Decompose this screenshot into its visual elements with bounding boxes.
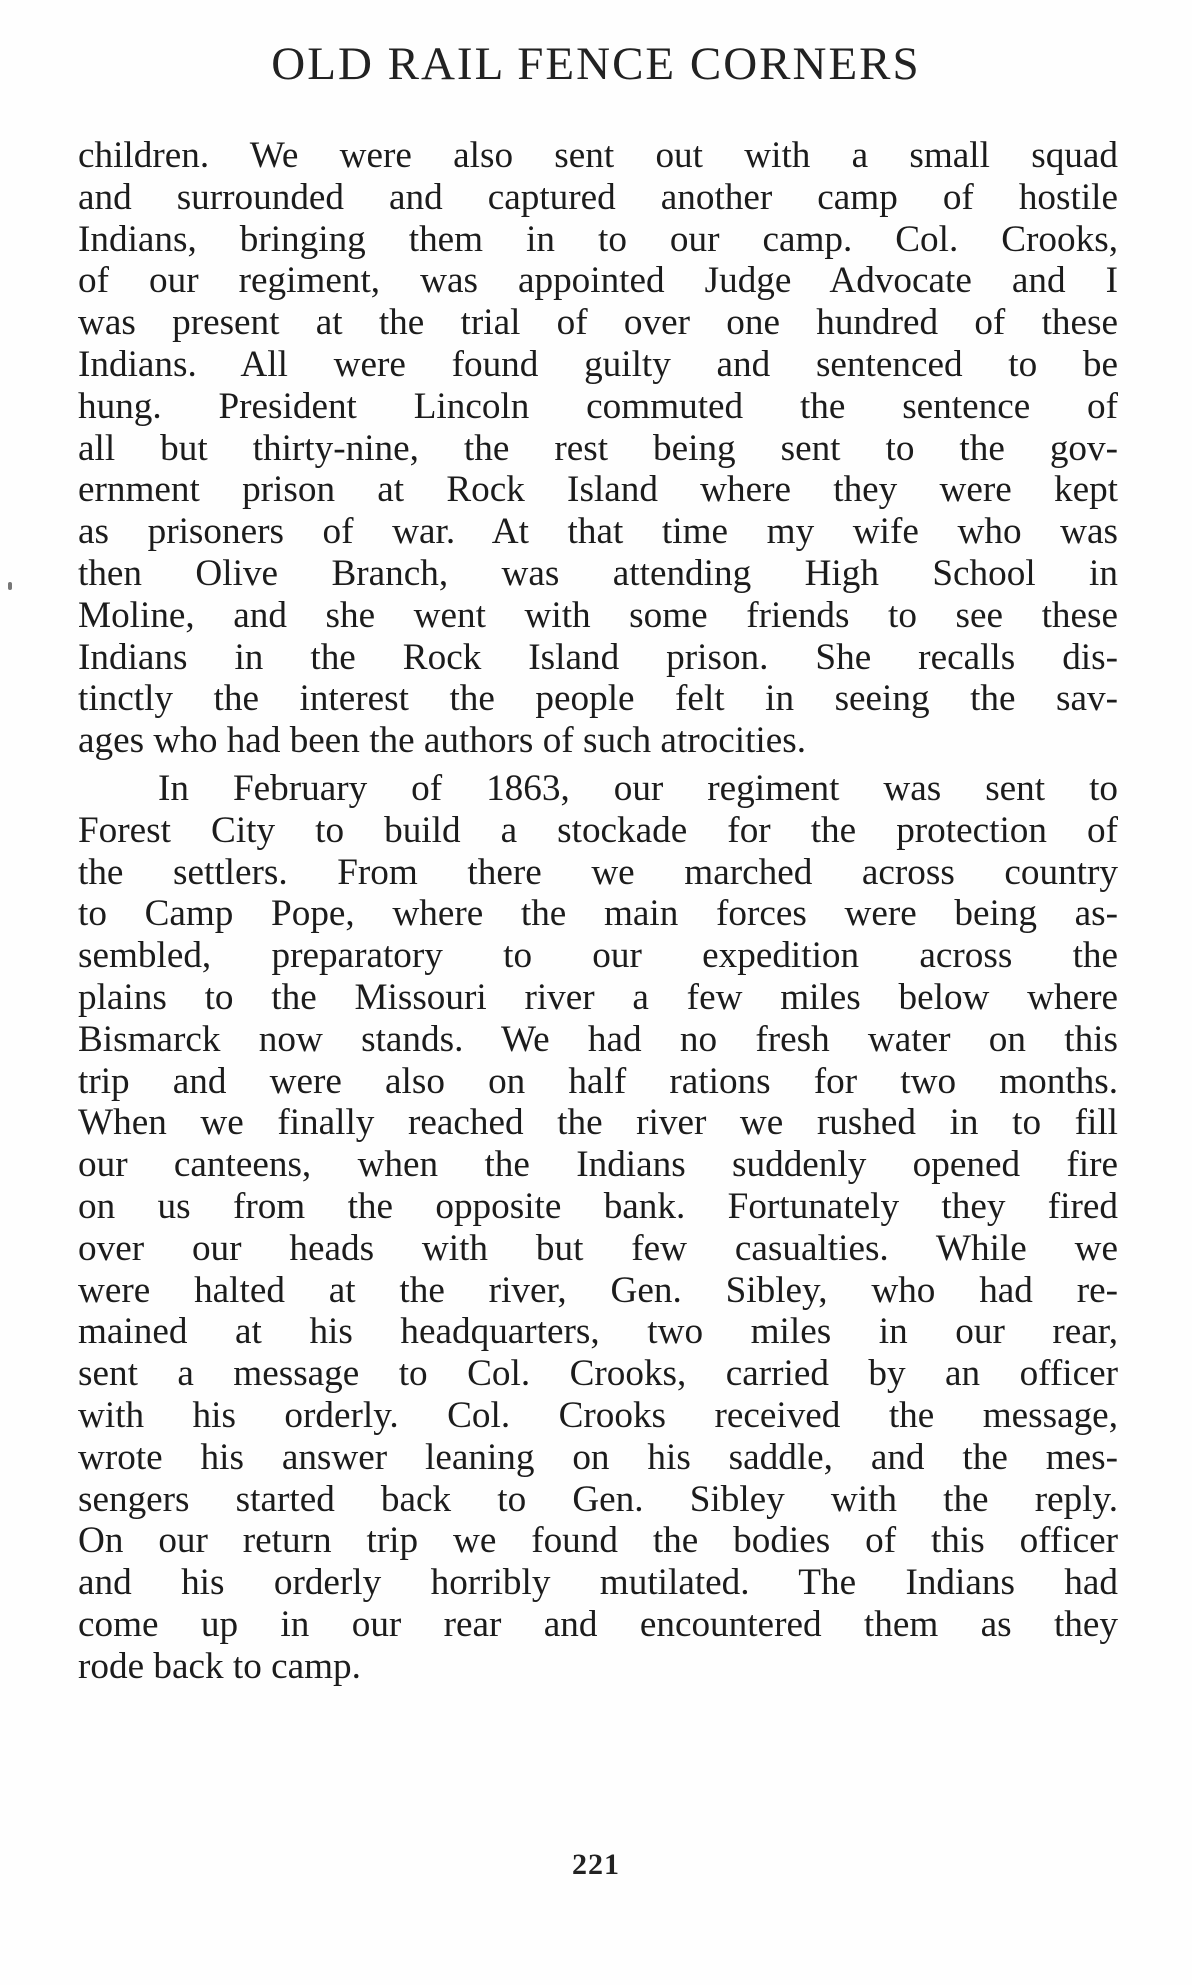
text-line: to Camp Pope, where the main forces were being as- bbox=[78, 893, 1118, 935]
text-line: and his orderly horribly mutilated. The Indians had bbox=[78, 1562, 1118, 1604]
text-line: Indians, bringing them in to our camp. Col. Crooks, bbox=[78, 218, 1118, 260]
body-text bbox=[78, 135, 1118, 1687]
paragraph bbox=[78, 135, 1118, 762]
text-line: come up in our rear and encountered them as they bbox=[78, 1603, 1118, 1645]
text-line: ages who had been the authors of such atrocities. bbox=[78, 720, 807, 762]
running-title: OLD RAIL FENCE CORNERS bbox=[271, 38, 921, 90]
text-line: Indians in the Rock Island prison. She recalls dis- bbox=[78, 636, 1118, 678]
text-line: rode back to camp. bbox=[78, 1645, 361, 1687]
text-line: Bismarck now stands. We had no fresh water on this bbox=[78, 1018, 1118, 1060]
text-line: sengers started back to Gen. Sibley with the reply. bbox=[78, 1478, 1118, 1520]
text-line: our canteens, when the Indians suddenly opened fire bbox=[78, 1144, 1118, 1186]
text-line: ernment prison at Rock Island where they were kept bbox=[78, 469, 1118, 511]
text-line: with his orderly. Col. Crooks received the message, bbox=[78, 1394, 1118, 1436]
text-line: mained at his headquarters, two miles in our rear, bbox=[78, 1311, 1118, 1353]
text-line: Moline, and she went with some friends to see these bbox=[78, 594, 1118, 636]
text-line: was present at the trial of over one hundred of these bbox=[78, 302, 1118, 344]
text-line: wrote his answer leaning on his saddle, and the mes- bbox=[78, 1436, 1118, 1478]
text-line: over our heads with but few casualties. While we bbox=[78, 1227, 1118, 1269]
text-line: On our return trip we found the bodies of this officer bbox=[78, 1520, 1118, 1562]
scan-speck bbox=[8, 582, 12, 590]
text-line: tinctly the interest the people felt in seeing the sav- bbox=[78, 678, 1118, 720]
text-line: on us from the opposite bank. Fortunately they fired bbox=[78, 1185, 1118, 1227]
text-line: sembled, preparatory to our expedition across the bbox=[78, 935, 1118, 977]
text-line: as prisoners of war. At that time my wife who was bbox=[78, 511, 1118, 553]
text-line: trip and were also on half rations for two months. bbox=[78, 1060, 1118, 1102]
text-line: When we finally reached the river we rushed in to fill bbox=[78, 1102, 1118, 1144]
paragraph bbox=[78, 768, 1118, 1688]
text-line: children. We were also sent out with a small squad bbox=[78, 135, 1118, 176]
text-line: plains to the Missouri river a few miles below where bbox=[78, 976, 1118, 1018]
text-line: sent a message to Col. Crooks, carried by an officer bbox=[78, 1353, 1118, 1395]
text-line: hung. President Lincoln commuted the sentence of bbox=[78, 385, 1118, 427]
page-number: 221 bbox=[572, 1848, 620, 1881]
text-line: were halted at the river, Gen. Sibley, who had re- bbox=[78, 1269, 1118, 1311]
text-line: of our regiment, was appointed Judge Advocate and I bbox=[78, 260, 1118, 302]
text-line: In February of 1863, our regiment was sent to bbox=[158, 767, 1118, 809]
text-line: and surrounded and captured another camp of hostile bbox=[78, 176, 1118, 218]
text-line: all but thirty-nine, the rest being sent to the gov- bbox=[78, 427, 1118, 469]
text-line: Forest City to build a stockade for the protection of bbox=[78, 809, 1118, 851]
text-line: the settlers. From there we marched across country bbox=[78, 851, 1118, 893]
text-line: then Olive Branch, was attending High School in bbox=[78, 552, 1118, 594]
text-line: Indians. All were found guilty and sentenced to be bbox=[78, 343, 1118, 385]
